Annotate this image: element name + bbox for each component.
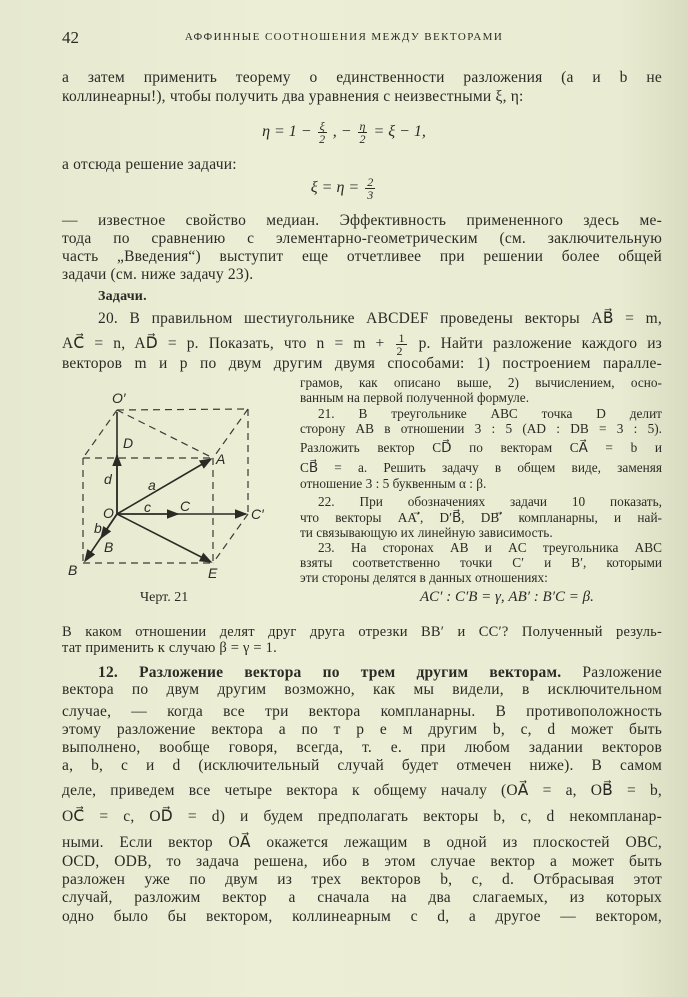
edge xyxy=(83,410,117,458)
label-A: A xyxy=(216,451,226,467)
label-o-prime: O′ xyxy=(112,390,126,406)
text-line: случае, — когда все три вектора компланарны. В противоположность xyxy=(62,703,662,720)
label-B: B xyxy=(68,562,78,578)
vector-a xyxy=(117,459,211,514)
section-title: 12. Разложение вектора по трем другим векторам. xyxy=(98,664,562,681)
fraction xyxy=(358,120,368,145)
denominator: 2 xyxy=(396,344,403,358)
label-b-inner: B xyxy=(104,539,114,555)
eq-part: = ξ − 1, xyxy=(373,123,426,141)
text-line: вектора по двум другим возможно, как мы видели, в исключительном xyxy=(62,681,662,698)
fraction xyxy=(365,176,375,201)
edge xyxy=(117,409,248,410)
text-line: эти стороны делятся в данных отношениях: xyxy=(300,570,548,585)
text-line: тода по сравнению с элементарно-геометрическим (см. заключительную xyxy=(62,230,662,247)
eq-part: ξ = η = xyxy=(310,179,360,197)
text-line: одно было бы вектором, коллинеарным с d, а другое — вектором, xyxy=(62,908,662,925)
denominator: 3 xyxy=(367,188,374,202)
text-line: этому разложение вектора a по т р е м другим b, c, d может быть xyxy=(62,721,662,738)
vector-e xyxy=(117,514,211,562)
numerator: η xyxy=(359,119,366,133)
text-line: взяты соответственно точки C′ и B′, которыми xyxy=(300,555,662,570)
text-line: случай, разложим вектор a сначала на два слагаемых, из которых xyxy=(62,889,662,906)
eq-part: η = 1 − xyxy=(262,123,312,141)
text-line: часть „Введения“) выступит еще отчетливее при решении более общей xyxy=(62,248,662,265)
formula-23: AC′ : C′B = γ, AB′ : B′C = β. xyxy=(420,589,594,605)
text-line: 22. При обозначениях задачи 10 показать, xyxy=(318,494,662,509)
text-line: коллинеарны!), чтобы получить два уравнения с неизвестными ξ, η: xyxy=(62,88,524,105)
text-line: сторону AB в отношении 3 : 5 (AD : DB = 3 : 5). xyxy=(300,421,662,436)
text-line: 20. В правильном шестиугольнике ABCDEF проведены векторы AB⃗ = m, xyxy=(98,310,662,327)
text-line: отношение 3 : 5 буквенным α : β. xyxy=(300,476,487,491)
label-c-prime: C′ xyxy=(251,506,264,522)
text-line: разложен уже по двум из трех векторов b, c, d. Отбрасывая этот xyxy=(62,871,662,888)
numerator: 2 xyxy=(367,175,374,189)
label-C: C xyxy=(180,498,191,514)
eq-part: , − xyxy=(332,123,352,141)
label-O: O xyxy=(103,505,114,521)
text-line: 23. На сторонах AB и AC треугольника ABC xyxy=(318,540,662,555)
label-E: E xyxy=(208,565,218,581)
text-line: CB⃗ = a. Решить задачу в общем виде, заменяя xyxy=(300,460,662,475)
text-line: а затем применить теорему о единственности разложения (a и b не xyxy=(62,69,662,86)
section-12-first-line xyxy=(98,664,662,682)
numerator: 1 xyxy=(398,331,405,345)
text-line: ти связывающую их линейную зависимость. xyxy=(300,525,553,540)
text-part: AC⃗ = n, AD⃗ = p. Показать, что n = m + xyxy=(62,335,385,353)
text-line: ванным на первой полученной формуле. xyxy=(300,390,530,405)
fraction xyxy=(396,332,406,357)
label-c: c xyxy=(144,499,151,515)
text-line: задачи (см. ниже задачу 23). xyxy=(62,266,254,283)
text-line: грамов, как описано выше, 2) вычислением, осно- xyxy=(300,375,662,390)
label-a: a xyxy=(148,477,156,493)
label-b: b xyxy=(94,520,102,536)
running-title: АФФИННЫЕ СООТНОШЕНИЯ МЕЖДУ ВЕКТОРАМИ xyxy=(184,31,504,43)
text-line: 21. В треугольнике ABC точка D делит xyxy=(318,406,662,421)
edge xyxy=(213,514,248,563)
text-line: OC⃗ = c, OD⃗ = d) и будем предполагать векторы b, c, d некомпланар- xyxy=(62,808,662,825)
denominator: 2 xyxy=(359,132,366,146)
text-line: В каком отношении делят друг друга отрезки BB′ и CC′? Полученный резуль- xyxy=(62,624,662,640)
label-d-upper: D xyxy=(123,435,134,451)
page-number: 42 xyxy=(62,28,79,47)
numerator: ξ xyxy=(319,119,325,133)
figure-21-parallelepiped xyxy=(0,0,300,600)
text-part: p. Найти разложение каждого из xyxy=(418,335,663,353)
figure-caption: Черт. 21 xyxy=(140,590,189,605)
text-line: векторов m и p по двум другим двумя способами: 1) построением паралле- xyxy=(62,355,662,372)
text-part: Разложение xyxy=(582,664,662,681)
text-line: деле, приведем все четыре вектора к общему началу (OA⃗ = a, OB⃗ = b, xyxy=(62,782,662,799)
fraction xyxy=(318,120,327,145)
text-line: что векторы AA′⃗, D′B⃗, DB′⃗ компланарны, и най- xyxy=(300,510,662,525)
text-line: а отсюда решение задачи: xyxy=(62,156,237,173)
text-line: OCD, ODB, то задача решена, ибо в этом случае вектор a может быть xyxy=(62,853,662,870)
text-line: тат применить к случаю β = γ = 1. xyxy=(62,640,277,656)
denominator: 2 xyxy=(319,132,326,146)
problems-heading: Задачи. xyxy=(98,289,147,304)
text-line: выполнено, вообще говоря, всегда, т. е. при любом задании векторов xyxy=(62,739,662,756)
label-d: d xyxy=(104,471,112,487)
text-line: — известное свойство медиан. Эффективность примененного здесь ме- xyxy=(62,212,662,229)
text-line: a, b, c и d (исключительный случай будет отмечен ниже). В самом xyxy=(62,757,662,774)
text-line: Разложить вектор CD⃗ по векторам CA⃗ = b и xyxy=(300,440,662,455)
text-line: ными. Если вектор OA⃗ окажется лежащим в одной из плоскостей OBC, xyxy=(62,834,662,851)
